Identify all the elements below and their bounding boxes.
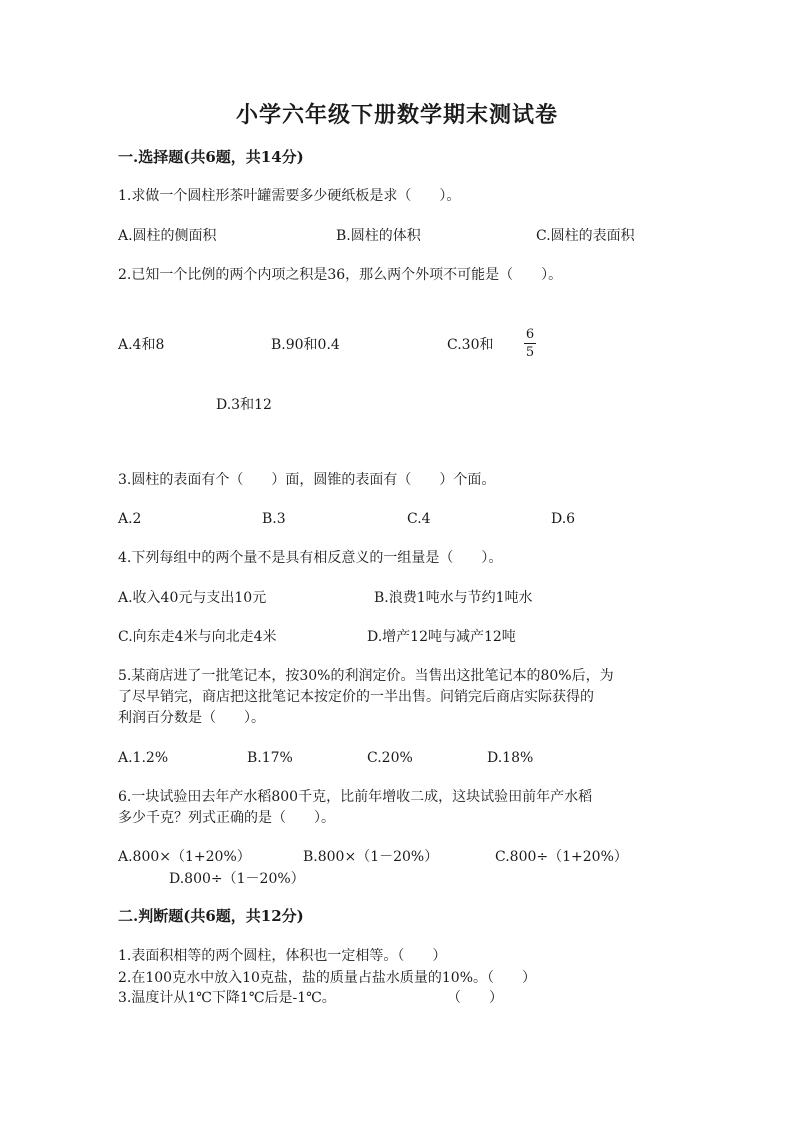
option: A.收入40元与支出10元	[118, 590, 267, 606]
option: A.2	[118, 511, 142, 527]
option: D.3和12	[216, 397, 272, 413]
option: A.圆柱的侧面积	[118, 228, 217, 244]
fraction	[524, 327, 536, 360]
section-heading: 一.选择题(共6题，共14分)	[118, 148, 304, 166]
option: C.30和	[447, 337, 494, 353]
option: B.浪费1吨水与节约1吨水	[374, 590, 533, 606]
question-stem: 5.某商店进了一批笔记本，按30%的利润定价。当售出这批笔记本的80%后，为	[118, 668, 614, 684]
option: B.90和0.4	[271, 337, 340, 353]
question-stem: 了尽早销完，商店把这批笔记本按定价的一半出售。问销完后商店实际获得的	[118, 689, 594, 705]
option: D.800÷（1－20%）	[169, 871, 305, 887]
fraction-bar	[524, 343, 536, 344]
fraction-numerator: 6	[525, 327, 535, 342]
option: D.6	[551, 511, 576, 527]
judgement-item: 1.表面积相等的两个圆柱，体积也一定相等。（ ）	[118, 948, 447, 964]
question-stem: 多少千克？列式正确的是（ ）。	[118, 810, 335, 826]
option: D.增产12吨与减产12吨	[367, 629, 516, 645]
question-stem: 利润百分数是（ ）。	[118, 710, 265, 726]
judgement-item: 2.在100克水中放入10克盐，盐的质量占盐水质量的10%。（ ）	[118, 970, 537, 986]
option: A.800×（1+20%）	[118, 849, 251, 865]
answer-paren: （ ）	[447, 990, 503, 1006]
question-stem: 2.已知一个比例的两个内项之积是36，那么两个外项不可能是（ ）。	[118, 267, 563, 283]
option: A.1.2%	[118, 750, 169, 766]
judgement-item: 3.温度计从1℃下降1℃后是-1℃。	[118, 990, 336, 1006]
question-stem: 3.圆柱的表面有个（ ）面，圆锥的表面有（ ）个面。	[118, 472, 496, 488]
page-title: 小学六年级下册数学期末测试卷	[235, 102, 558, 128]
option: B.800×（1－20%）	[303, 849, 439, 865]
question-stem: 1.求做一个圆柱形茶叶罐需要多少硬纸板是求（ ）。	[118, 188, 461, 204]
section-heading: 二.判断题(共6题，共12分)	[118, 907, 304, 925]
option: C.向东走4米与向北走4米	[118, 629, 277, 645]
option: B.3	[262, 511, 286, 527]
question-stem: 4.下列每组中的两个量不是具有相反意义的一组量是（ ）。	[118, 550, 503, 566]
fraction-denominator: 5	[525, 345, 535, 360]
option: C.800÷（1+20%）	[495, 849, 628, 865]
question-stem: 6.一块试验田去年产水稻800千克，比前年增收二成，这块试验田前年产水稻	[118, 789, 593, 805]
option: C.4	[407, 511, 431, 527]
option: C.20%	[367, 750, 413, 766]
option: C.圆柱的表面积	[536, 228, 635, 244]
option: B.圆柱的体积	[336, 228, 421, 244]
option: A.4和8	[118, 337, 165, 353]
option: B.17%	[247, 750, 293, 766]
option: D.18%	[487, 750, 534, 766]
